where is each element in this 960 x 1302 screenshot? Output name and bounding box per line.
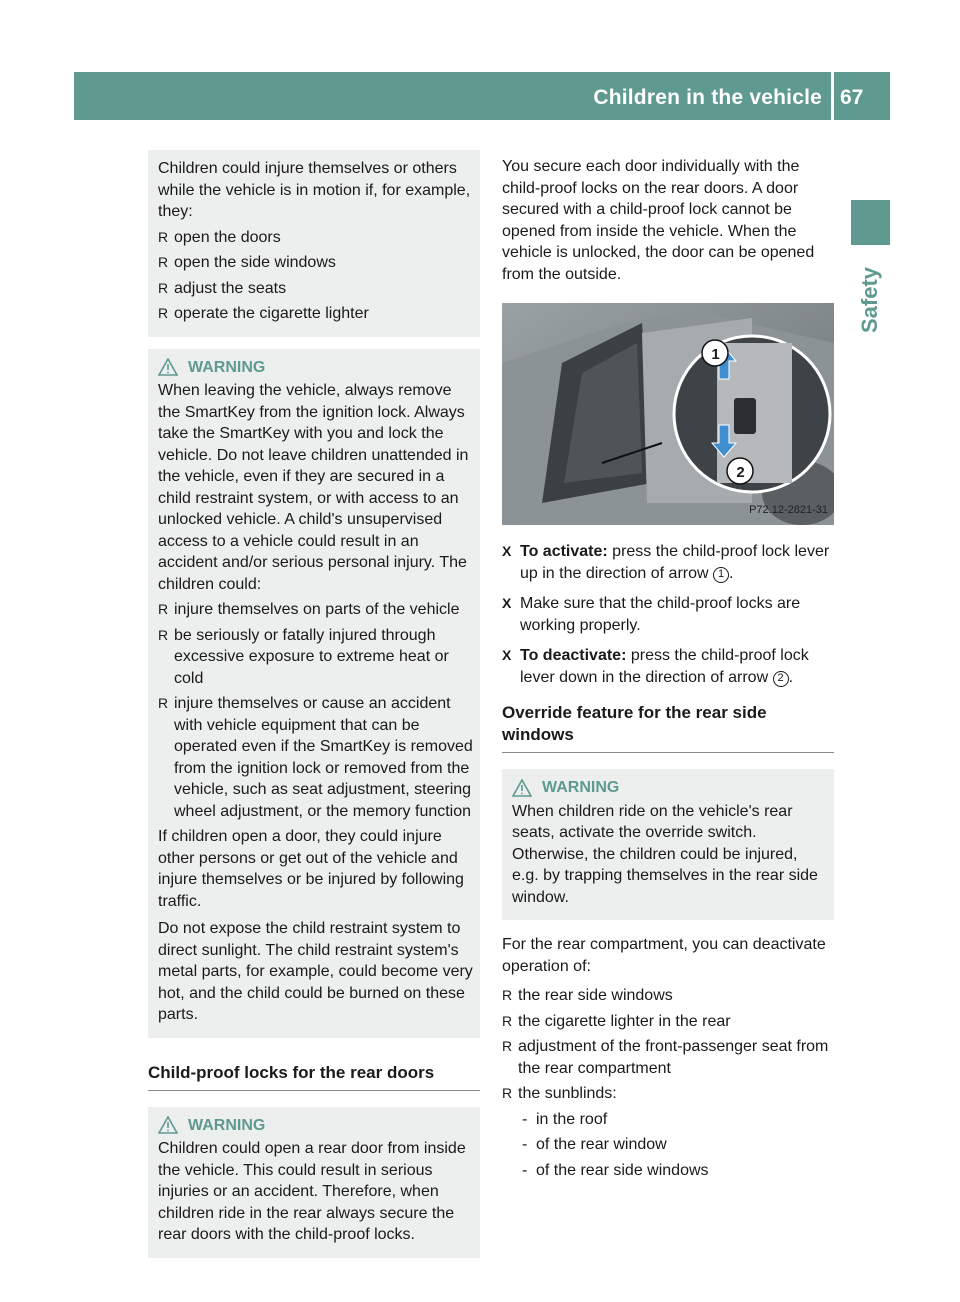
list-item: R the sunblinds: bbox=[502, 1083, 834, 1105]
warning-list bbox=[158, 599, 473, 822]
intro-paragraph: You secure each door individually with the child-proof locks on the rear doors. A door secured with a child-proof lock cannot be opened from inside the vehicle. When the vehicle is unlocked, the door can be opened from the outside. bbox=[502, 158, 815, 283]
warning-heading bbox=[158, 357, 473, 379]
warning-triangle-icon bbox=[158, 358, 178, 376]
list-item: R open the side windows bbox=[158, 252, 473, 274]
callout-2: 2 bbox=[736, 464, 745, 481]
sunblinds-list bbox=[518, 1109, 834, 1182]
warning-label: WARNING bbox=[542, 779, 620, 796]
right-column bbox=[502, 156, 834, 1185]
list-item: R injure themselves on parts of the vehicle bbox=[158, 599, 473, 621]
step-end: . bbox=[788, 668, 794, 686]
door-lock-figure bbox=[502, 303, 834, 525]
warning-text: When leaving the vehicle, always remove the SmartKey from the ignition lock. Always take the SmartKey with you and lock the vehicle. Do not leave children unattended in the vehicle, even if they are secured in a child restraint system, or with access to an unlocked vehicle. A child's unsupervised access to a vehicle could result in an accident and/or serious personal injury. The children could: bbox=[158, 382, 469, 593]
list-item: R operate the cigarette lighter bbox=[158, 303, 473, 325]
list-item: R the rear side windows bbox=[502, 985, 834, 1007]
warning-triangle-icon bbox=[158, 1116, 178, 1134]
left-column bbox=[148, 150, 480, 1258]
step-label: To activate: bbox=[520, 543, 608, 560]
figure-caption: P72.12-2821-31 bbox=[749, 503, 828, 516]
warning-box bbox=[148, 1107, 480, 1258]
section-heading: Child-proof locks for the rear doors bbox=[148, 1062, 480, 1091]
arrow-number-badge: 1 bbox=[713, 567, 729, 583]
list-item: R adjust the seats bbox=[158, 278, 473, 300]
section-tab-marker bbox=[851, 200, 890, 245]
warning-box bbox=[502, 769, 834, 920]
intro-text: Children could injure themselves or others while the vehicle is in motion if, for example, they: bbox=[158, 160, 471, 220]
callout-1: 1 bbox=[711, 346, 720, 363]
list-item: R be seriously or fatally injured through excessive exposure to extreme heat or cold bbox=[158, 625, 473, 690]
list-item: R the cigarette lighter in the rear bbox=[502, 1011, 834, 1033]
warning-label: WARNING bbox=[188, 358, 266, 376]
warning-text: Children could open a rear door from inside the vehicle. This could result in serious injuries or an accident. Therefore, when children ride in the rear always secure the rear doors with the child-proof locks. bbox=[158, 1140, 466, 1243]
deactivate-intro: For the rear compartment, you can deactivate operation of: bbox=[502, 936, 826, 975]
arrow-number-badge: 2 bbox=[773, 671, 789, 687]
section-tab-label: Safety bbox=[857, 266, 882, 334]
step-label: To deactivate: bbox=[520, 647, 627, 664]
instruction-step bbox=[502, 593, 834, 636]
door-illustration bbox=[502, 303, 834, 525]
warning-label: WARNING bbox=[188, 1116, 266, 1134]
warning-text: Do not expose the child restraint system to direct sunlight. The child restraint system's metal parts, for example, could become very hot, and the child could be burned on these parts. bbox=[158, 920, 473, 1023]
intro-box bbox=[148, 150, 480, 337]
step-end: . bbox=[729, 564, 734, 582]
list-item: - of the rear window bbox=[518, 1134, 834, 1156]
list-item: - in the roof bbox=[518, 1109, 834, 1131]
list-item: R injure themselves or cause an accident with vehicle equipment that can be operated even if the SmartKey is removed from the ignition lock or removed from the vehicle, such as seat adjustment, steering wheel adjustment, or the memory function bbox=[158, 693, 473, 822]
page-number: 67 bbox=[840, 86, 864, 109]
warning-heading bbox=[512, 777, 827, 799]
list-item: - of the rear side windows bbox=[518, 1160, 834, 1182]
intro-list bbox=[158, 227, 473, 325]
warning-text: If children open a door, they could injure other persons or get out of the vehicle and injure themselves or be injured by following traffic. bbox=[158, 828, 464, 910]
list-item: R adjustment of the front-passenger seat from the rear compartment bbox=[502, 1036, 834, 1079]
section-heading: Override feature for the rear side windows bbox=[502, 702, 834, 753]
step-text: press the child-proof lock lever up in the direction of arrow bbox=[520, 543, 830, 582]
instruction-step bbox=[502, 645, 834, 688]
warning-heading bbox=[158, 1115, 473, 1137]
instruction-step bbox=[502, 541, 834, 584]
warning-box bbox=[148, 349, 480, 1038]
page-title: Children in the vehicle bbox=[593, 86, 822, 109]
step-text: press the child-proof lock lever down in the direction of arrow bbox=[520, 647, 809, 686]
list-item: R open the doors bbox=[158, 227, 473, 249]
warning-triangle-icon bbox=[512, 779, 532, 797]
warning-text: When children ride on the vehicle's rear seats, activate the override switch. Otherwise, the children could be injured, e.g. by trapping themselves in the rear side window. bbox=[512, 802, 818, 906]
step-text: Make sure that the child-proof locks are working properly. bbox=[520, 595, 801, 634]
instruction-steps bbox=[502, 541, 834, 688]
deactivate-list bbox=[502, 985, 834, 1105]
header-separator bbox=[831, 72, 834, 120]
